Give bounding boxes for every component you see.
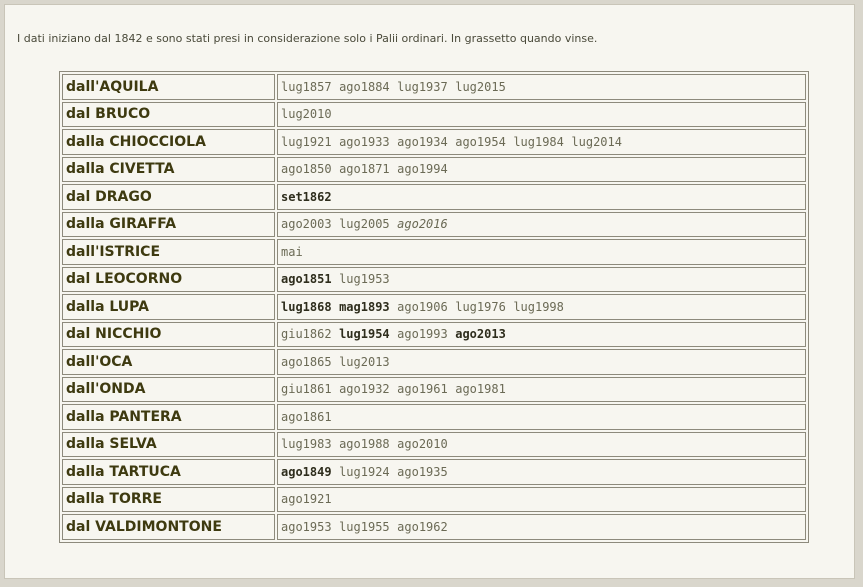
palio-date: ago2010 (397, 437, 448, 452)
palio-date: ago1962 (397, 519, 448, 534)
palii-table (59, 71, 809, 543)
contrada-name-cell: dall'ONDA (62, 377, 275, 403)
table-row (62, 459, 806, 485)
contrada-name-cell: dalla TORRE (62, 487, 275, 513)
contrada-name-cell: dal NICCHIO (62, 322, 275, 348)
page-content (4, 4, 855, 579)
contrada-name-cell: dalla TARTUCA (62, 459, 275, 485)
table-row (62, 102, 806, 128)
palio-dates-cell (277, 459, 806, 485)
table-row (62, 294, 806, 320)
palio-date: lug1857 (281, 79, 332, 94)
palio-dates-cell (277, 377, 806, 403)
table-row (62, 157, 806, 183)
palio-date: ago1921 (281, 492, 332, 507)
palio-date: ago1935 (397, 464, 448, 479)
table-row (62, 129, 806, 155)
palio-date: lug1953 (339, 272, 390, 287)
palio-date-won: lug1954 (339, 327, 390, 342)
palio-dates-cell (277, 322, 806, 348)
palio-date: lug1983 (281, 437, 332, 452)
contrada-name-cell: dalla CHIOCCIOLA (62, 129, 275, 155)
palio-dates-cell (277, 184, 806, 210)
contrada-name-cell: dall'OCA (62, 349, 275, 375)
palio-date: ago1994 (397, 162, 448, 177)
contrada-name-cell: dalla GIRAFFA (62, 212, 275, 238)
palio-dates-cell (277, 102, 806, 128)
palio-date: lug2010 (281, 107, 332, 122)
palio-date-won: mag1893 (339, 299, 390, 314)
contrada-name-cell: dalla PANTERA (62, 404, 275, 430)
palio-date: ago1932 (339, 382, 390, 397)
table-row (62, 239, 806, 265)
palio-dates-cell (277, 514, 806, 540)
palio-date-won: set1862 (281, 189, 332, 204)
palio-date: ago1988 (339, 437, 390, 452)
table-row (62, 487, 806, 513)
palio-date: ago1906 (397, 299, 448, 314)
contrada-name-cell: dalla CIVETTA (62, 157, 275, 183)
palio-date: lug2005 (339, 217, 390, 232)
table-row (62, 212, 806, 238)
palio-date: giu1861 (281, 382, 332, 397)
palio-date: ago1933 (339, 134, 390, 149)
palio-date: lug1921 (281, 134, 332, 149)
palio-dates-cell (277, 267, 806, 293)
palio-dates-cell (277, 432, 806, 458)
palio-date: ago1954 (455, 134, 506, 149)
palio-dates-cell (277, 239, 806, 265)
palio-dates-cell (277, 129, 806, 155)
table-row (62, 432, 806, 458)
table-row (62, 404, 806, 430)
palio-date: ago1934 (397, 134, 448, 149)
palio-date: lug1955 (339, 519, 390, 534)
palio-date: lug2015 (455, 79, 506, 94)
palio-date: ago2003 (281, 217, 332, 232)
table-row (62, 322, 806, 348)
palio-dates-cell (277, 349, 806, 375)
palio-date: lug1976 (455, 299, 506, 314)
palio-date: lug2014 (571, 134, 622, 149)
palio-date-won: ago1851 (281, 272, 332, 287)
palio-date-won: lug1868 (281, 299, 332, 314)
palio-date: lug1998 (513, 299, 564, 314)
palio-date: ago1861 (281, 409, 332, 424)
contrada-name-cell: dall'ISTRICE (62, 239, 275, 265)
palio-date: lug1937 (397, 79, 448, 94)
table-row (62, 74, 806, 100)
palio-date: ago2016 (397, 217, 448, 232)
palio-date: mai (281, 244, 303, 259)
table-row (62, 377, 806, 403)
table-row (62, 267, 806, 293)
palio-date: ago1981 (455, 382, 506, 397)
intro-text: I dati iniziano dal 1842 e sono stati presi in considerazione solo i Palii ordinari. In grassetto quando vinse. (17, 32, 598, 45)
palio-date: ago1865 (281, 354, 332, 369)
palio-date: ago1871 (339, 162, 390, 177)
palio-date: ago1850 (281, 162, 332, 177)
contrada-name-cell: dalla SELVA (62, 432, 275, 458)
palio-dates-cell (277, 157, 806, 183)
table-row (62, 514, 806, 540)
palio-dates-cell (277, 404, 806, 430)
palio-date: ago1884 (339, 79, 390, 94)
palio-dates-cell (277, 74, 806, 100)
palio-date: lug1924 (339, 464, 390, 479)
palio-date-won: ago1849 (281, 464, 332, 479)
palio-dates-cell (277, 487, 806, 513)
palio-date: giu1862 (281, 327, 332, 342)
contrada-name-cell: dalla LUPA (62, 294, 275, 320)
palio-date: lug2013 (339, 354, 390, 369)
contrada-name-cell: dal VALDIMONTONE (62, 514, 275, 540)
contrada-name-cell: dal LEOCORNO (62, 267, 275, 293)
palio-date-won: ago2013 (455, 327, 506, 342)
palio-dates-cell (277, 212, 806, 238)
palio-date: ago1961 (397, 382, 448, 397)
table-row (62, 184, 806, 210)
palio-date: lug1984 (513, 134, 564, 149)
table-row (62, 349, 806, 375)
contrada-name-cell: dal DRAGO (62, 184, 275, 210)
palii-table-body (62, 74, 806, 540)
palio-date: ago1953 (281, 519, 332, 534)
contrada-name-cell: dall'AQUILA (62, 74, 275, 100)
palio-dates-cell (277, 294, 806, 320)
palio-date: ago1993 (397, 327, 448, 342)
contrada-name-cell: dal BRUCO (62, 102, 275, 128)
